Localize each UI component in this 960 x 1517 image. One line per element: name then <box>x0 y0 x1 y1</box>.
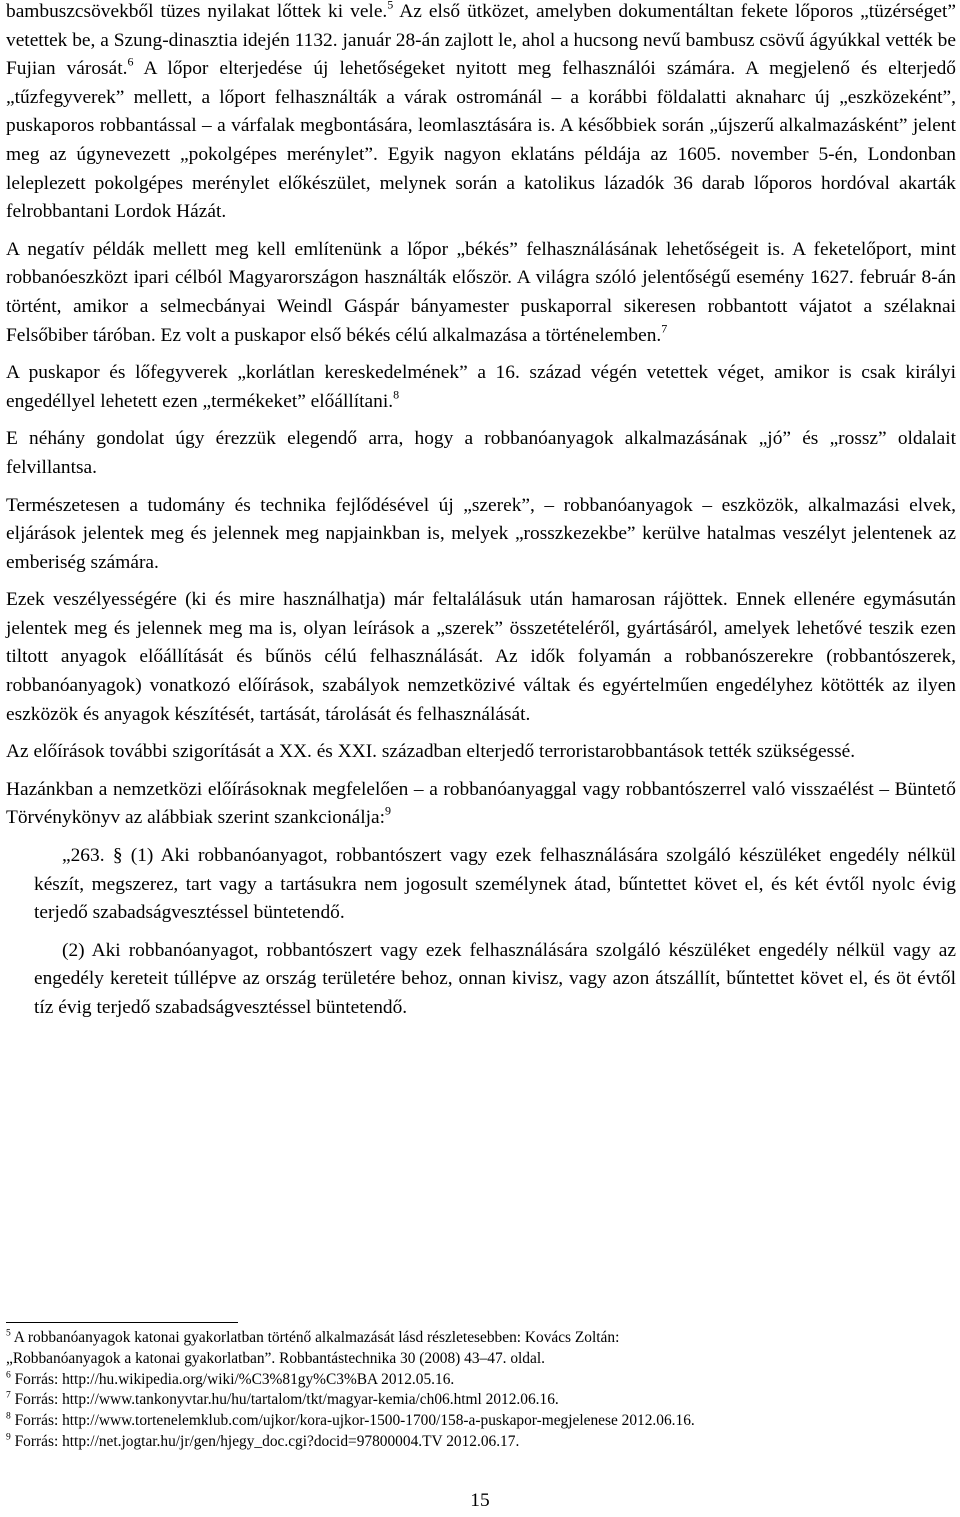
page-body <box>6 0 956 1032</box>
footnote-ref-9[interactable]: 9 <box>385 804 392 819</box>
paragraph-3 <box>6 359 956 416</box>
footnote-5-line-1 <box>6 1328 956 1349</box>
paragraph-1-part-b: Az első ütközet, amelyben dokumentáltan fekete lőporos „tüzérséget” vetettek be, a Szung-dinasztia idején 1132. január 28-án zajlott le, ahol a hucsong nevű bambusz csövű ágyúkkal vették be Fujian városát. <box>6 1 956 80</box>
paragraph-1-part-c: A lőpor elterjedése új lehetőségeket nyitott meg felhasználói számára. A megjelenő és elterjedő „tűzfegyverek” mellett, a lőport felhasználták a várak ostrománál – a korábbi földalatti aknaharc új „eszközeként”, puskaporos robbantással – a várfalak megbontására, leomlasztására is. A későbbiek során „újszerű alkalmazásként” jelent meg az úgynevezett „pokolgépes merénylet”. Egyik nagyon eklatáns példája az 1605. november 5-én, Londonban leleplezett pokolgépes merénylet előkészület, melynek során a katolikus lázadók 36 darab lőporos hordóval akarták felrobbantani Lordok Házát. <box>6 58 956 223</box>
paragraph-2-text: A negatív példák mellett meg kell említenünk a lőpor „békés” felhasználásának lehetőségeit is. A feketelőport, mint robbanóeszközt ipari célból Magyarországon használták először. A világra szóló jelentőségű esemény 1627. február 8-án történt, amikor a selmecbányai Weindl Gáspár bányamester puskaporral sikeresen robbantott vájatot a szélaknai Felsőbiber táróban. Ez volt a puskapor első békés célú alkalmazása a történelemben. <box>6 238 956 346</box>
footnote-ref-8[interactable]: 8 <box>393 387 400 402</box>
footnote-8 <box>6 1411 956 1432</box>
paragraph-1-part-a: bambuszcsövekből tüzes nyilakat lőttek ki vele. <box>6 1 388 22</box>
paragraph-4: E néhány gondolat úgy érezzük elegendő arra, hogy a robbanóanyagok alkalmazásának „jó” és „rossz” oldalait felvillantsa. <box>6 428 956 478</box>
footnote-5-text-1: A robbanóanyagok katonai gyakorlatban történő alkalmazását lásd részletesebben: Kovács Zoltán: <box>13 1329 620 1346</box>
footnotes <box>6 1328 956 1453</box>
footnote-9-number: 9 <box>6 1431 11 1443</box>
footnote-7-text[interactable]: Forrás: http://www.tankonyvtar.hu/hu/tartalom/tkt/magyar-kemia/ch06.html 2012.06.16. <box>14 1391 559 1409</box>
paragraph-8-text: Hazánkban a nemzetközi előírásoknak megfelelően – a robbanóanyaggal vagy robbantószerrel való visszaélést – Büntető Törvénykönyv az alábbiak szerint szankcionálja: <box>6 778 956 829</box>
paragraph-8 <box>6 776 956 833</box>
footnote-6-number: 6 <box>6 1368 11 1380</box>
paragraph-5: Természetesen a tudomány és technika fejlődésével új „szerek”, – robbanóanyagok – eszközök, alkalmazási elvek, eljárások jelentek meg és jelennek meg napjainkban is, melyek „rosszkezekbe” kerülve hatalmas veszélyt jelentenek az emberiség számára. <box>6 494 956 573</box>
quote-paragraph-2: (2) Aki robbanóanyagot, robbantószert vagy ezek felhasználására szolgáló készüléket engedély nélkül vagy az engedély kereteit túllépve az ország területére behoz, onnan kivisz, vagy azon átszállít, bűntettet követ el, és öt évtől tíz évig terjedő szabadságvesztéssel büntetendő. <box>34 939 956 1018</box>
footnote-6 <box>6 1370 956 1391</box>
footnote-ref-7[interactable]: 7 <box>661 321 668 336</box>
footnote-5-number: 5 <box>6 1327 11 1339</box>
footnote-7-number: 7 <box>6 1389 11 1401</box>
paragraph-7: Az előírások további szigorítását a XX. és XXI. században elterjedő terroristarobbantások tették szükségessé. <box>6 741 856 763</box>
paragraph-2 <box>6 236 956 350</box>
footnote-8-number: 8 <box>6 1410 11 1422</box>
footnote-separator <box>6 1322 238 1323</box>
footnote-8-text[interactable]: Forrás: http://www.tortenelemklub.com/ujkor/kora-ujkor-1500-1700/158-a-puskapor-megjelenese 2012.06.16. <box>14 1412 695 1430</box>
paragraph-1 <box>6 0 956 227</box>
page-number: 15 <box>470 1490 490 1511</box>
paragraph-3-text: A puskapor és lőfegyverek „korlátlan kereskedelmének” a 16. század végén vetettek véget, amikor is csak királyi engedéllyel lehetett ezen „termékeket” előállítani. <box>6 362 956 412</box>
footnote-9 <box>6 1432 956 1453</box>
footnote-7 <box>6 1390 956 1411</box>
main-text <box>6 0 956 1023</box>
footnote-6-text[interactable]: Forrás: http://hu.wikipedia.org/wiki/%C3%81gy%C3%BA 2012.05.16. <box>14 1370 455 1388</box>
paragraph-6: Ezek veszélyességére (ki és mire használhatja) már feltalálásuk után hamarosan rájöttek. Ennek ellenére egymásután jelentek meg és jelennek meg ma is, olyan leírások a „szerek” összetételéről, gyártásáról, amelyek lehetővé teszik ezen tiltott anyagok előállítását és bűnös célú felhasználását. Az idők folyamán a robbanószerekre (robbantószerek, robbanóanyagok) vonatkozó előírások, szabályok nemzetközivé váltak és egyértelműen engedélyhez kötötték az ilyen eszközök és anyagok készítését, tartását, tárolását és felhasználását. <box>6 589 956 725</box>
footnote-9-text[interactable]: Forrás: http://net.jogtar.hu/jr/gen/hjegy_doc.cgi?docid=97800004.TV 2012.06.17. <box>14 1432 520 1450</box>
footnote-ref-5[interactable]: 5 <box>387 0 394 12</box>
footnote-5 <box>6 1328 956 1370</box>
footnote-5-line-2 <box>6 1349 956 1370</box>
quote-paragraph-1: „263. § (1) Aki robbanóanyagot, robbantószert vagy ezek felhasználására szolgáló készüléket engedély nélkül készít, megszerez, tart vagy a tartásukra nem jogosult személynek átad, bűntettet követ el, és két évtől nyolc évig terjedő szabadságvesztéssel büntetendő. <box>34 845 956 924</box>
footnote-ref-6[interactable]: 6 <box>127 54 134 69</box>
legal-quote <box>6 842 956 1023</box>
footnote-5-text-2: „Robbanóanyagok a katonai gyakorlatban”. Robbantástechnika 30 (2008) 43–47. oldal. <box>6 1349 545 1367</box>
